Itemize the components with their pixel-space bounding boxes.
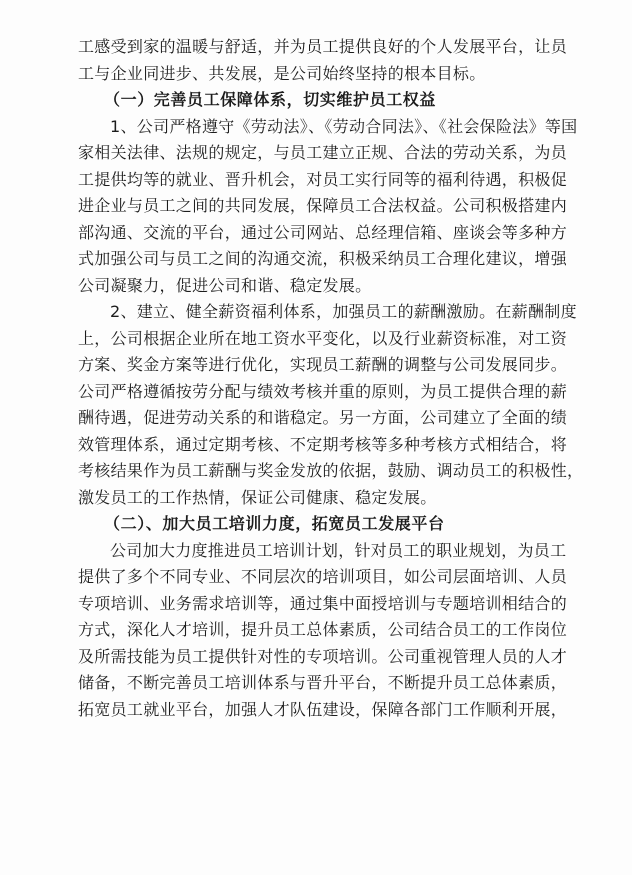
text-line: 提供了多个不同专业、不同层次的培训项目，如公司层面培训、人员 <box>78 567 568 586</box>
text-line: 专项培训、业务需求培训等，通过集中面授培训与专题培训相结合的 <box>78 593 568 613</box>
text-line: 工提供均等的就业、晋升机会，对员工实行同等的福利待遇，积极促 <box>78 169 568 189</box>
text-line: 式加强公司与员工之间的沟通交流，积极采纳员工合理化建议，增强 <box>78 249 568 268</box>
text-line: 工感受到家的温暖与舒适，并为员工提供良好的个人发展平台，让员 <box>78 37 568 56</box>
section-heading: （二）、加大员工培训力度，拓宽员工发展平台 <box>104 514 445 533</box>
text-line: 部沟通、交流的平台，通过公司网站、总经理信箱、座谈会等多种方 <box>78 222 568 242</box>
text-line: 公司加大力度推进员工培训计划，针对员工的职业规划，为员工 <box>110 540 567 560</box>
text-line: 1、公司严格遵守《劳动法》、《劳动合同法》、《社会保险法》等国 <box>110 116 578 136</box>
text-line: 效管理体系，通过定期考核、不定期考核等多种考核方式相结合，将 <box>78 434 568 454</box>
text-line: 工与企业同进步、共发展，是公司始终坚持的根本目标。 <box>78 63 486 83</box>
text-line: 方式，深化人才培训，提升员工总体素质，公司结合员工的工作岗位 <box>78 620 568 639</box>
text-line: 储备，不断完善员工培训体系与晋升平台，不断提升员工总体素质， <box>78 673 568 692</box>
text-line: 公司严格遵循按劳分配与绩效考核并重的原则，为员工提供合理的薪 <box>78 381 568 401</box>
text-line: 考核结果作为员工薪酬与奖金发放的依据，鼓励、调动员工的积极性， <box>78 461 584 480</box>
text-line: 2、建立、健全薪资福利体系，加强员工的薪酬激励。在薪酬制度 <box>110 302 577 321</box>
section-heading: （一）完善员工保障体系，切实维护员工权益 <box>104 90 437 109</box>
text-line: 家相关法律、法规的规定，与员工建立正规、合法的劳动关系，为员 <box>78 143 568 162</box>
document-body <box>78 34 598 723</box>
text-line: 公司凝聚力，促进公司和谐、稳定发展。 <box>78 275 372 295</box>
text-line: 酬待遇，促进劳动关系的和谐稳定。另一方面，公司建立了全面的绩 <box>78 408 568 427</box>
text-line: 上，公司根据企业所在地工资水平变化，以及行业薪资标准，对工资 <box>78 328 568 348</box>
text-line: 及所需技能为员工提供针对性的专项培训。公司重视管理人员的人才 <box>78 646 568 666</box>
text-line: 拓宽员工就业平台，加强人才队伍建设，保障各部门工作顺利开展， <box>78 699 568 719</box>
text-line: 进企业与员工之间的共同发展，保障员工合法权益。公司积极搭建内 <box>78 196 568 215</box>
text-line: 激发员工的工作热情，保证公司健康、稳定发展。 <box>78 487 437 507</box>
text-line: 方案、奖金方案等进行优化，实现员工薪酬的调整与公司发展同步。 <box>78 355 568 374</box>
